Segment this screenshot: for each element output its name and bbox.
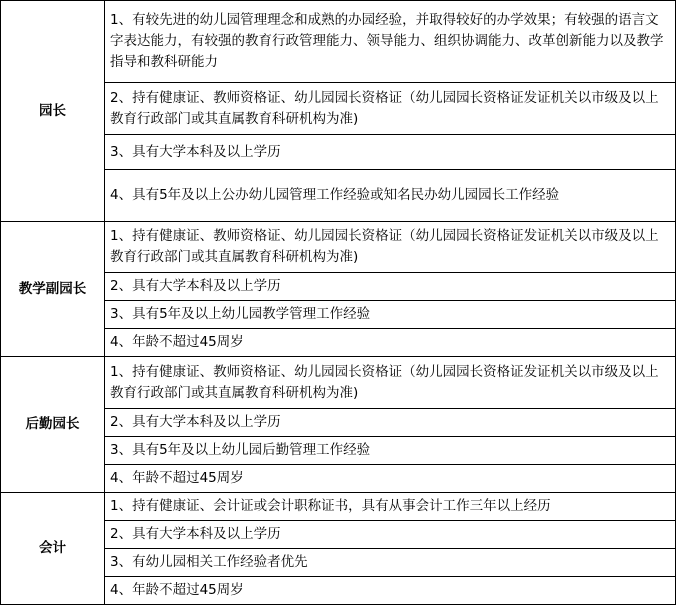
requirement-item: 3、具有5年及以上幼儿园教学管理工作经验 <box>105 301 676 329</box>
requirement-item: 1、持有健康证、会计证或会计职称证书，具有从事会计工作三年以上经历 <box>105 493 676 521</box>
requirement-item: 4、具有5年及以上公办幼儿园管理工作经验或知名民办幼儿园园长工作经验 <box>105 170 676 222</box>
requirement-item: 2、具有大学本科及以上学历 <box>105 273 676 301</box>
requirement-item: 1、有较先进的幼儿园管理理念和成熟的办园经验，并取得较好的办学效果；有较强的语言文字表达能力，有较强的教育行政管理能力、领导能力、组织协调能力、改革创新能力以及教学指导和教科研能力 <box>105 1 676 83</box>
requirement-item: 4、年龄不超过45周岁 <box>105 577 676 605</box>
role-cell: 会计 <box>1 493 105 605</box>
role-cell: 园长 <box>1 1 105 222</box>
table-row <box>1 493 676 521</box>
requirement-item: 1、持有健康证、教师资格证、幼儿园园长资格证（幼儿园园长资格证发证机关以市级及以上教育行政部门或其直属教育科研机构为准) <box>105 222 676 273</box>
requirement-item: 4、年龄不超过45周岁 <box>105 465 676 493</box>
requirement-item: 1、持有健康证、教师资格证、幼儿园园长资格证（幼儿园园长资格证发证机关以市级及以上教育行政部门或其直属教育科研机构为准) <box>105 357 676 409</box>
requirement-item: 3、具有5年及以上幼儿园后勤管理工作经验 <box>105 437 676 465</box>
table-row <box>1 357 676 409</box>
role-cell: 教学副园长 <box>1 222 105 357</box>
requirement-item: 2、持有健康证、教师资格证、幼儿园园长资格证（幼儿园园长资格证发证机关以市级及以上教育行政部门或其直属教育科研机构为准) <box>105 83 676 135</box>
requirement-item: 2、具有大学本科及以上学历 <box>105 521 676 549</box>
role-cell: 后勤园长 <box>1 357 105 493</box>
table-row <box>1 1 676 83</box>
requirement-item: 4、年龄不超过45周岁 <box>105 329 676 357</box>
requirement-item: 3、具有大学本科及以上学历 <box>105 135 676 170</box>
requirement-item: 3、有幼儿园相关工作经验者优先 <box>105 549 676 577</box>
requirement-item: 2、具有大学本科及以上学历 <box>105 409 676 437</box>
table-row <box>1 222 676 273</box>
